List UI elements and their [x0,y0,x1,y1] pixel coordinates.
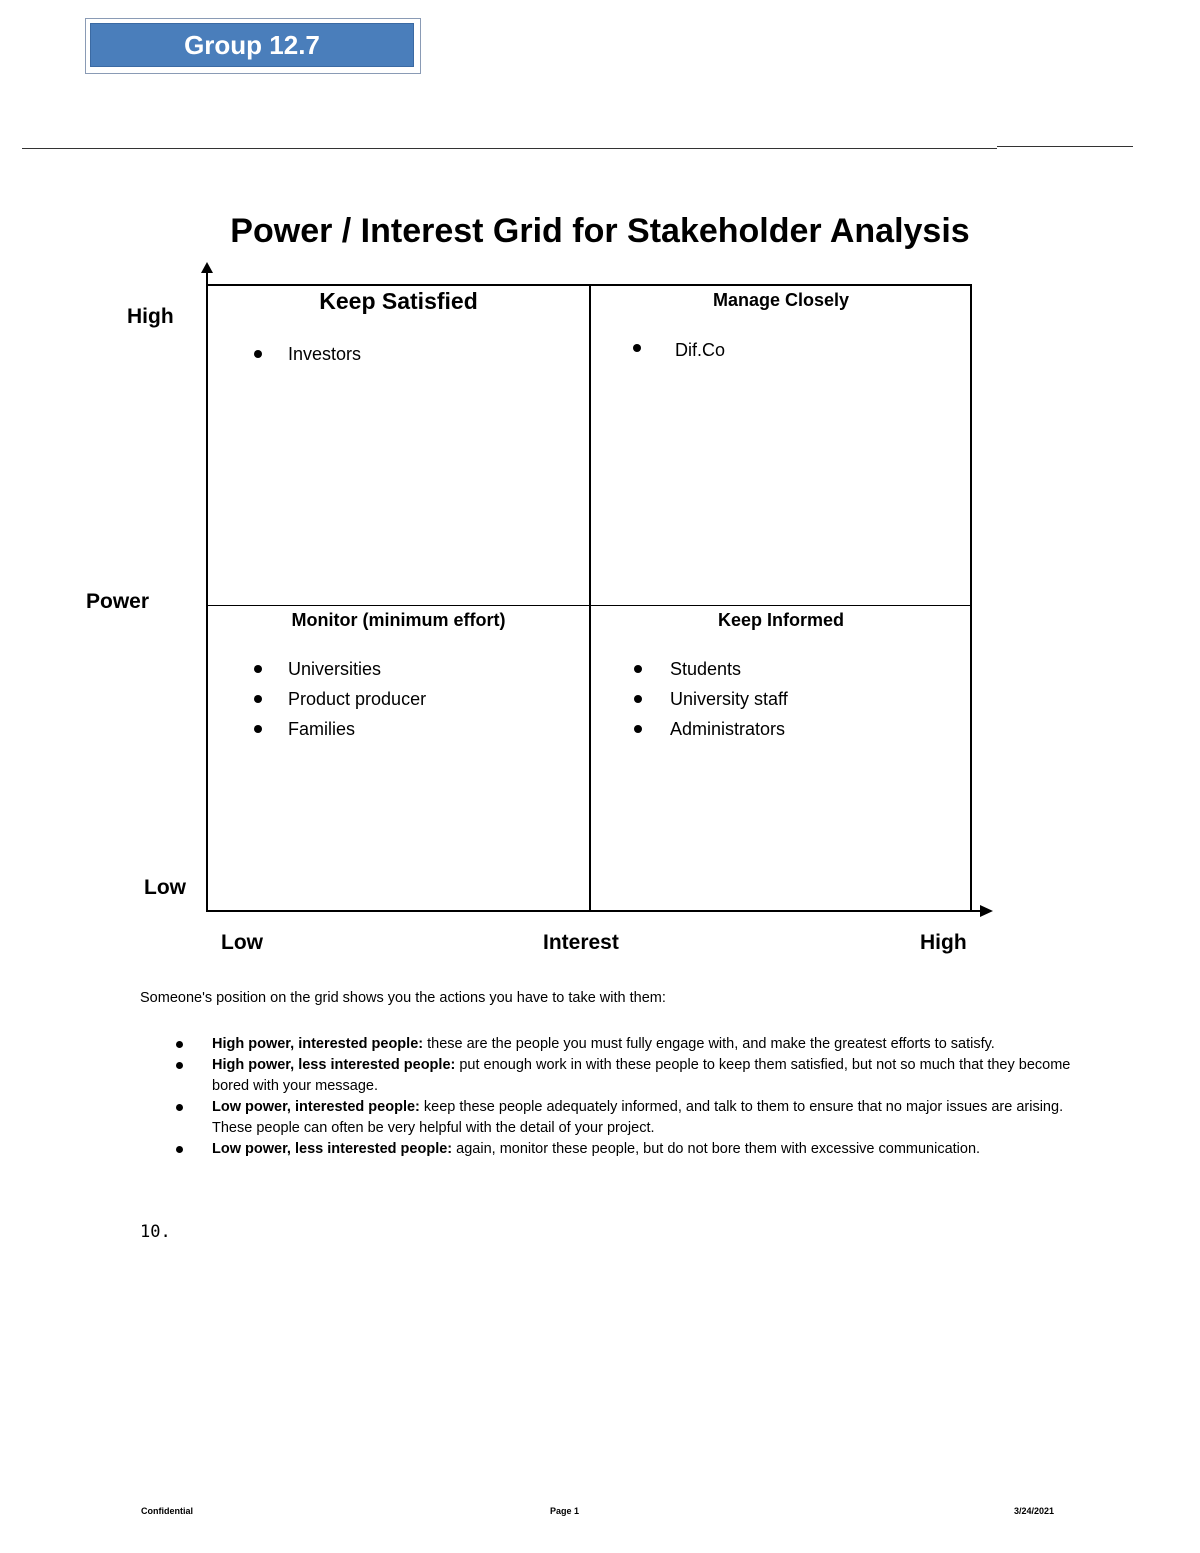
bullet-icon [176,1041,183,1048]
power-axis-label: Power [86,590,150,613]
bullet-icon [634,725,642,733]
quadrant-title: Manage Closely [712,290,850,310]
interest-low-label: Low [221,931,263,954]
list-item: Administrators [590,714,972,744]
power-high-label: High [127,305,174,328]
grid-title: Power / Interest Grid for Stakeholder Analysis [230,212,970,250]
explanation-point: High power, interested people: these are the people you must fully engage with, and make the greatest efforts to satisfy. [140,1034,1080,1055]
power-low-label: Low [144,876,186,899]
interest-high-label: High [920,931,967,954]
quadrant-title: Keep Informed [717,610,845,630]
item-number: 10. [140,1222,171,1242]
bullet-icon [254,350,262,358]
footer-confidential: Confidential [141,1506,193,1516]
grid-horizontal-divider [208,605,972,606]
quadrant-title: Keep Satisfied [319,288,478,314]
bullet-icon [176,1146,183,1153]
bullet-icon [634,695,642,703]
list-item: Universities [208,654,589,684]
explanation-point: High power, less interested people: put enough work in with these people to keep them satisfied, but not so much that they become bored with your message. [140,1055,1080,1097]
quadrant-monitor [208,610,589,744]
group-label: Group 12.7 [90,23,414,67]
bullet-icon [176,1104,183,1111]
explanation-section [140,990,1080,1160]
interest-axis-label: Interest [543,931,619,954]
bullet-icon [254,725,262,733]
bullet-icon [254,665,262,673]
list-item: Product producer [208,684,589,714]
bullet-icon [634,665,642,673]
explanation-point: Low power, less interested people: again, monitor these people, but do not bore them with excessive communication. [140,1139,1080,1160]
header-rule [22,148,997,149]
list-item: Students [590,654,972,684]
list-item: Dif.Co [590,335,972,365]
bullet-icon [254,695,262,703]
bullet-icon [176,1062,183,1069]
quadrant-keep-satisfied [208,288,589,369]
footer-page-number: Page 1 [550,1506,580,1516]
explanation-intro: Someone's position on the grid shows you the actions you have to take with them: [140,990,666,1006]
quadrant-manage-closely [590,290,972,365]
list-item: Investors [208,339,589,369]
list-item: University staff [590,684,972,714]
bullet-icon [633,344,641,352]
group-label-box [85,18,421,74]
list-item: Families [208,714,589,744]
header-rule-end [997,146,1133,147]
grid-vertical-divider [589,284,591,911]
quadrant-title: Monitor (minimum effort) [291,610,506,630]
quadrant-keep-informed [590,610,972,744]
interest-axis-arrow-icon [980,905,993,917]
power-axis-arrow-icon [201,262,213,273]
explanation-point: Low power, interested people: keep these people adequately informed, and talk to them to ensure that no major issues are arising. These people can often be very helpful with the detail of your project. [140,1097,1080,1139]
footer-date: 3/24/2021 [1014,1506,1055,1516]
